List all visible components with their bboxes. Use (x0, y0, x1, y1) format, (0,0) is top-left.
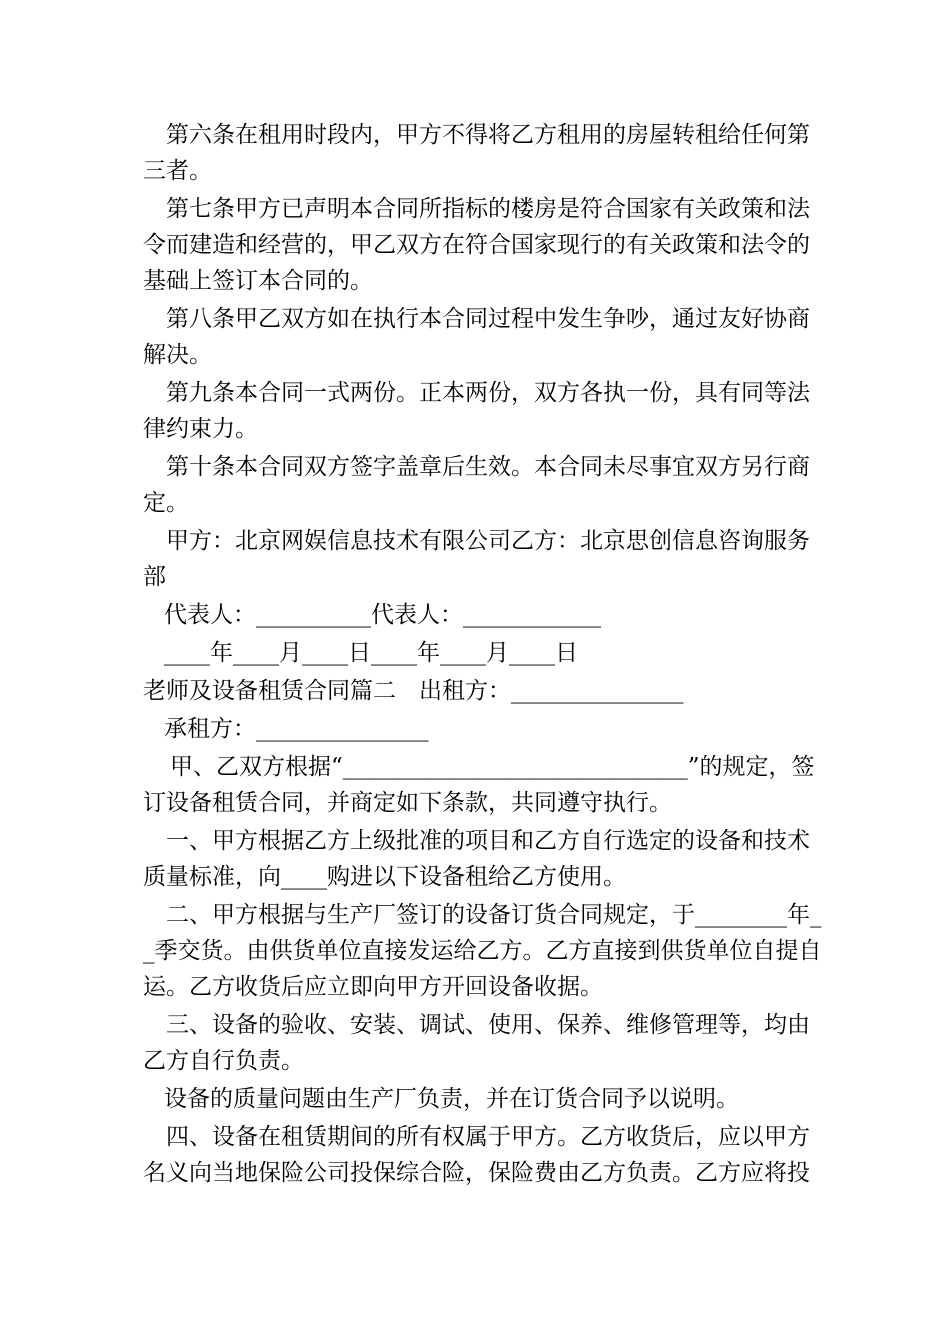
text-line: 四、设备在租赁期间的所有权属于甲方。乙方收货后，应以甲方 (166, 1124, 810, 1150)
representatives-line (143, 597, 808, 633)
date-line (143, 635, 808, 671)
text-line: 设备的质量问题由生产厂负责，并在订货合同予以说明。 (164, 1086, 739, 1112)
text-line: 乙方自行负责。 (143, 1048, 304, 1074)
quality-note (143, 1081, 808, 1117)
text-line: 律约束力。 (143, 416, 258, 442)
clause-7 (143, 191, 808, 299)
text-line: 质量标准，向____购进以下设备租给乙方使用。 (143, 864, 626, 890)
text-line: ____年____月____日____年____月____日 (164, 640, 578, 666)
text-line: 二、甲方根据与生产厂签订的设备订货合同规定，于________年_ (166, 902, 822, 928)
text-line: 第七条甲方已声明本合同所指标的楼房是符合国家有关政策和法 (166, 196, 810, 222)
text-line: 第十条本合同双方签字盖章后生效。本合同未尽事宜双方另行商 (166, 454, 810, 480)
clause-6 (143, 117, 808, 189)
term-1 (143, 823, 808, 895)
intro-paragraph (143, 749, 815, 821)
text-line: 三、设备的验收、安装、调试、使用、保养、维修管理等，均由 (166, 1012, 810, 1038)
text-line: 甲、乙双方根据“______________________________”的规定，签 (170, 754, 815, 780)
text-line: _季交货。由供货单位直接发运给乙方。乙方直接到供货单位自提自 (143, 938, 822, 964)
parties-line (143, 523, 808, 595)
text-line: 第九条本合同一式两份。正本两份，双方各执一份，具有同等法 (166, 380, 810, 406)
text-line: 令而建造和经营的，甲乙双方在符合国家现行的有关政策和法令的 (143, 232, 810, 258)
text-line: 部 (143, 564, 166, 590)
text-line: 订设备租赁合同，并商定如下条款，共同遵守执行。 (143, 790, 672, 816)
text-line: 解决。 (143, 342, 212, 368)
text-line: 名义向当地保险公司投保综合险，保险费由乙方负责。乙方应将投 (143, 1160, 810, 1186)
section-2-heading (143, 673, 808, 709)
text-line: 一、甲方根据乙方上级批准的项目和乙方自行选定的设备和技术 (166, 828, 810, 854)
term-2 (143, 897, 822, 1005)
text-line: 老师及设备租赁合同篇二 出租方：_______________ (143, 678, 684, 704)
text-line: 定。 (143, 490, 189, 516)
document-page (143, 117, 822, 1191)
text-line: 三者。 (143, 158, 212, 184)
term-4 (143, 1119, 808, 1191)
text-line: 第八条甲乙双方如在执行本合同过程中发生争吵，通过友好协商 (166, 306, 810, 332)
text-line: 承租方：_______________ (164, 716, 429, 742)
text-line: 基础上签订本合同的。 (143, 268, 373, 294)
text-line: 甲方：北京网娱信息技术有限公司乙方：北京思创信息咨询服务 (166, 528, 810, 554)
text-line: 运。乙方收货后应立即向甲方开回设备收据。 (143, 974, 603, 1000)
clause-9 (143, 375, 808, 447)
clause-8 (143, 301, 808, 373)
lessee-line (143, 711, 808, 747)
text-line: 第六条在租用时段内，甲方不得将乙方租用的房屋转租给任何第 (166, 122, 810, 148)
term-3 (143, 1007, 808, 1079)
clause-10 (143, 449, 808, 521)
text-line: 代表人：__________代表人：____________ (164, 602, 601, 628)
